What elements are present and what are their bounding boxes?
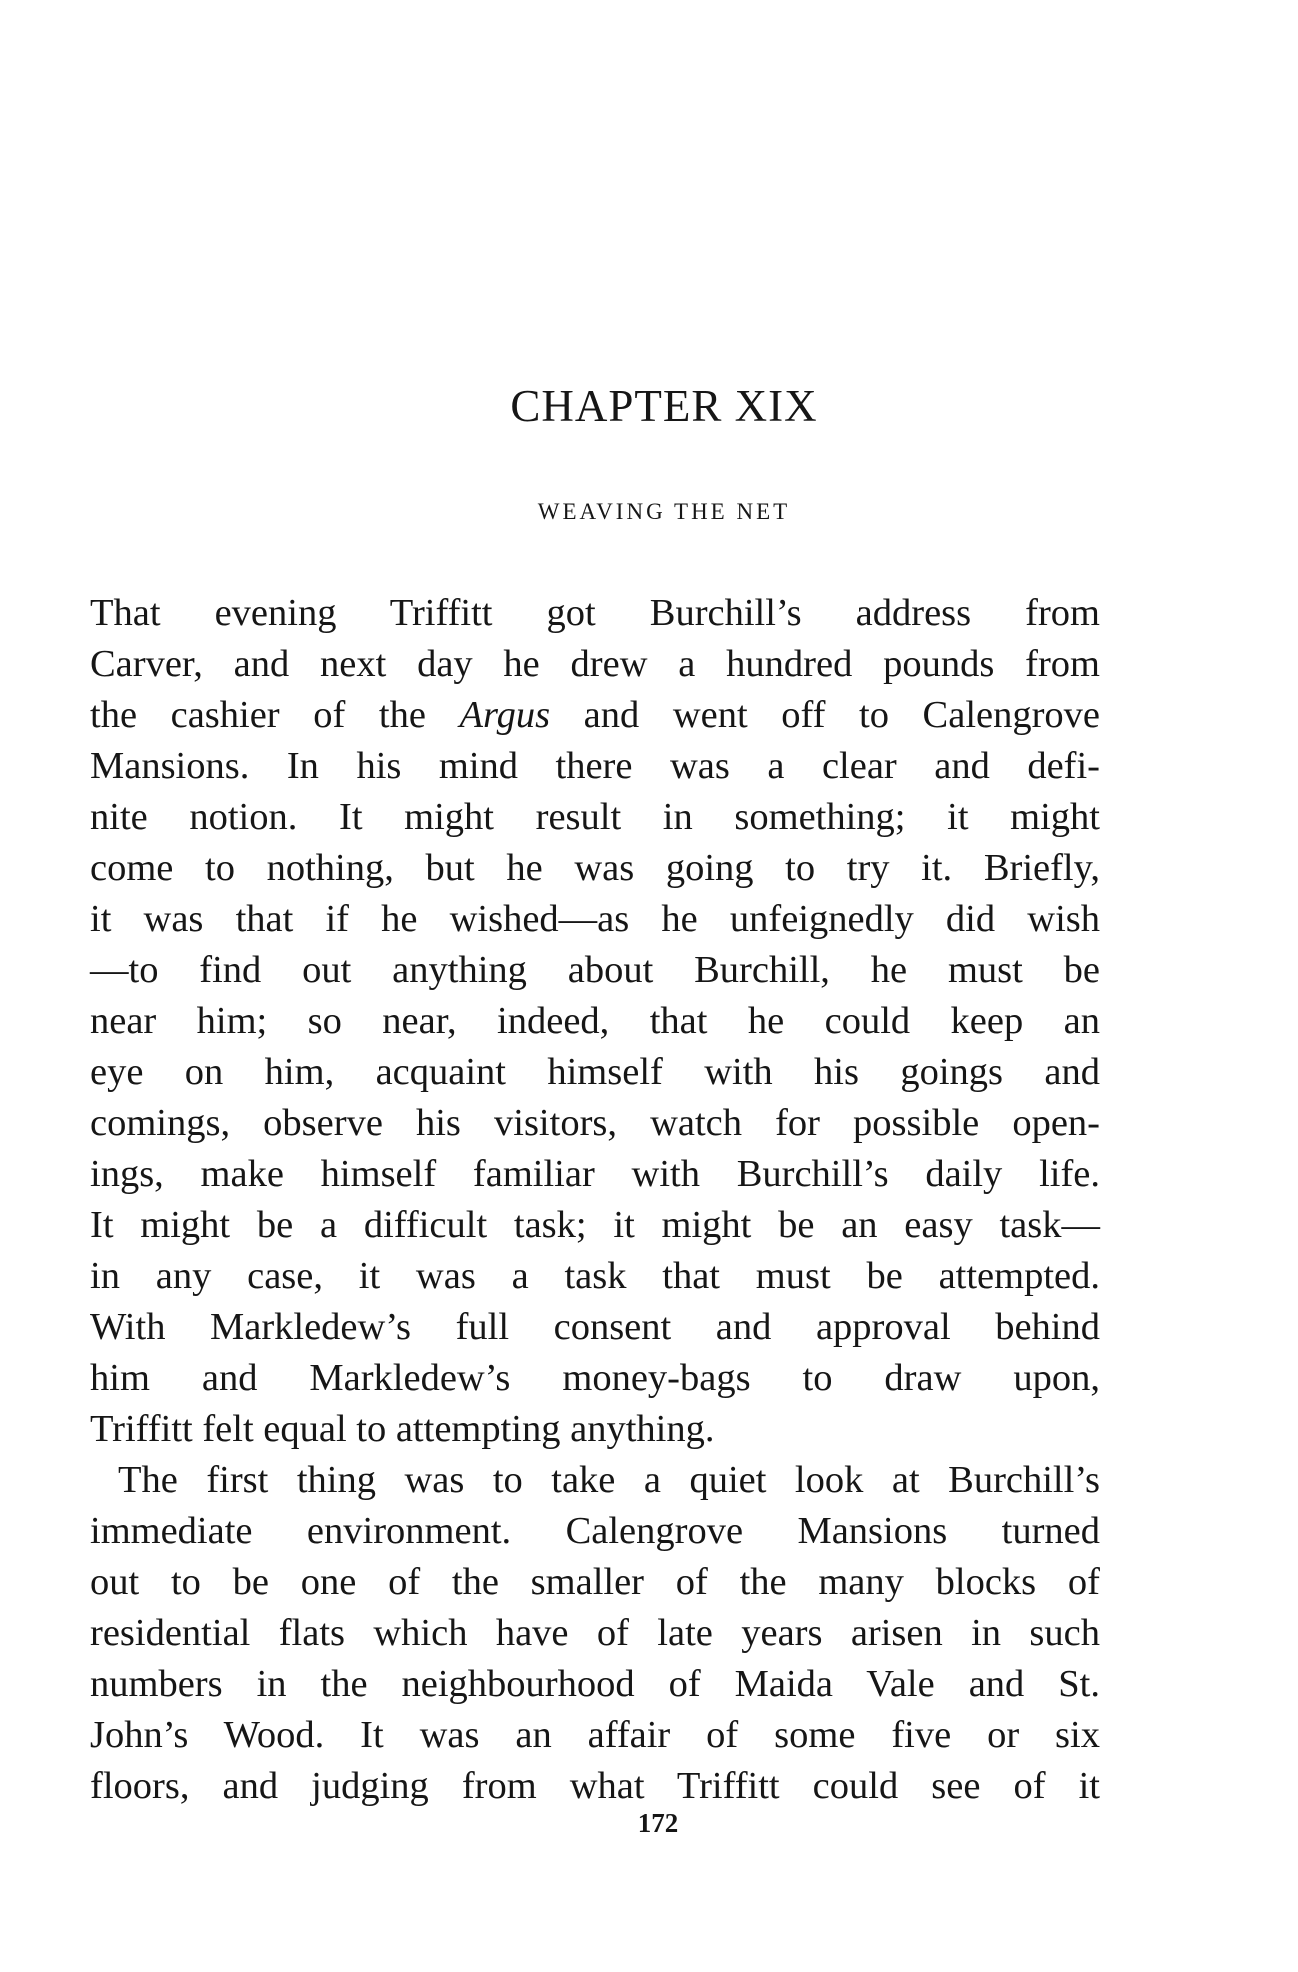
text-line: —to find out anything about Burchill, he must be bbox=[90, 949, 1100, 991]
newspaper-name: Argus bbox=[459, 694, 551, 736]
text-line: out to be one of the smaller of the many blocks of bbox=[90, 1561, 1100, 1603]
text-line: floors, and judging from what Triffitt could see of it bbox=[90, 1765, 1100, 1807]
text-line: ings, make himself familiar with Burchill’s daily life. bbox=[90, 1153, 1100, 1195]
text-line: him and Markledew’s money-bags to draw upon, bbox=[90, 1357, 1100, 1399]
text-line: The first thing was to take a quiet look at Burchill’s bbox=[118, 1459, 1100, 1501]
text-line: come to nothing, but he was going to try it. Briefly, bbox=[90, 847, 1100, 889]
text-line: numbers in the neighbourhood of Maida Vale and St. bbox=[90, 1663, 1100, 1705]
text-line: Mansions. In his mind there was a clear and defi- bbox=[90, 745, 1100, 787]
text-segment: the cashier of the bbox=[90, 694, 426, 736]
text-line: That evening Triffitt got Burchill’s address from bbox=[90, 592, 1100, 634]
text-line: immediate environment. Calengrove Mansions turned bbox=[90, 1510, 1100, 1552]
chapter-subtitle: WEAVING THE NET bbox=[537, 499, 791, 524]
page-number: 172 bbox=[637, 1808, 679, 1838]
chapter-title: CHAPTER XIX bbox=[510, 381, 818, 431]
text-line: It might be a difficult task; it might be an easy task— bbox=[90, 1204, 1100, 1246]
text-line: it was that if he wished—as he unfeignedly did wish bbox=[90, 898, 1100, 940]
text-segment: and went off to Calengrove bbox=[583, 694, 1101, 736]
text-line: near him; so near, indeed, that he could keep an bbox=[90, 1000, 1100, 1042]
text-line: residential flats which have of late years arisen in such bbox=[90, 1612, 1100, 1654]
text-line: Triffitt felt equal to attempting anything. bbox=[90, 1408, 715, 1450]
text-line: comings, observe his visitors, watch for possible open- bbox=[90, 1102, 1100, 1144]
text-line: nite notion. It might result in something; it might bbox=[90, 796, 1100, 838]
text-line: Carver, and next day he drew a hundred pounds from bbox=[90, 643, 1100, 685]
text-line: eye on him, acquaint himself with his goings and bbox=[90, 1051, 1100, 1093]
text-line: With Markledew’s full consent and approval behind bbox=[90, 1306, 1100, 1348]
body-text bbox=[90, 588, 1100, 1812]
text-line: John’s Wood. It was an affair of some five or six bbox=[90, 1714, 1100, 1756]
text-line bbox=[90, 690, 1100, 741]
text-line: in any case, it was a task that must be attempted. bbox=[90, 1255, 1100, 1297]
